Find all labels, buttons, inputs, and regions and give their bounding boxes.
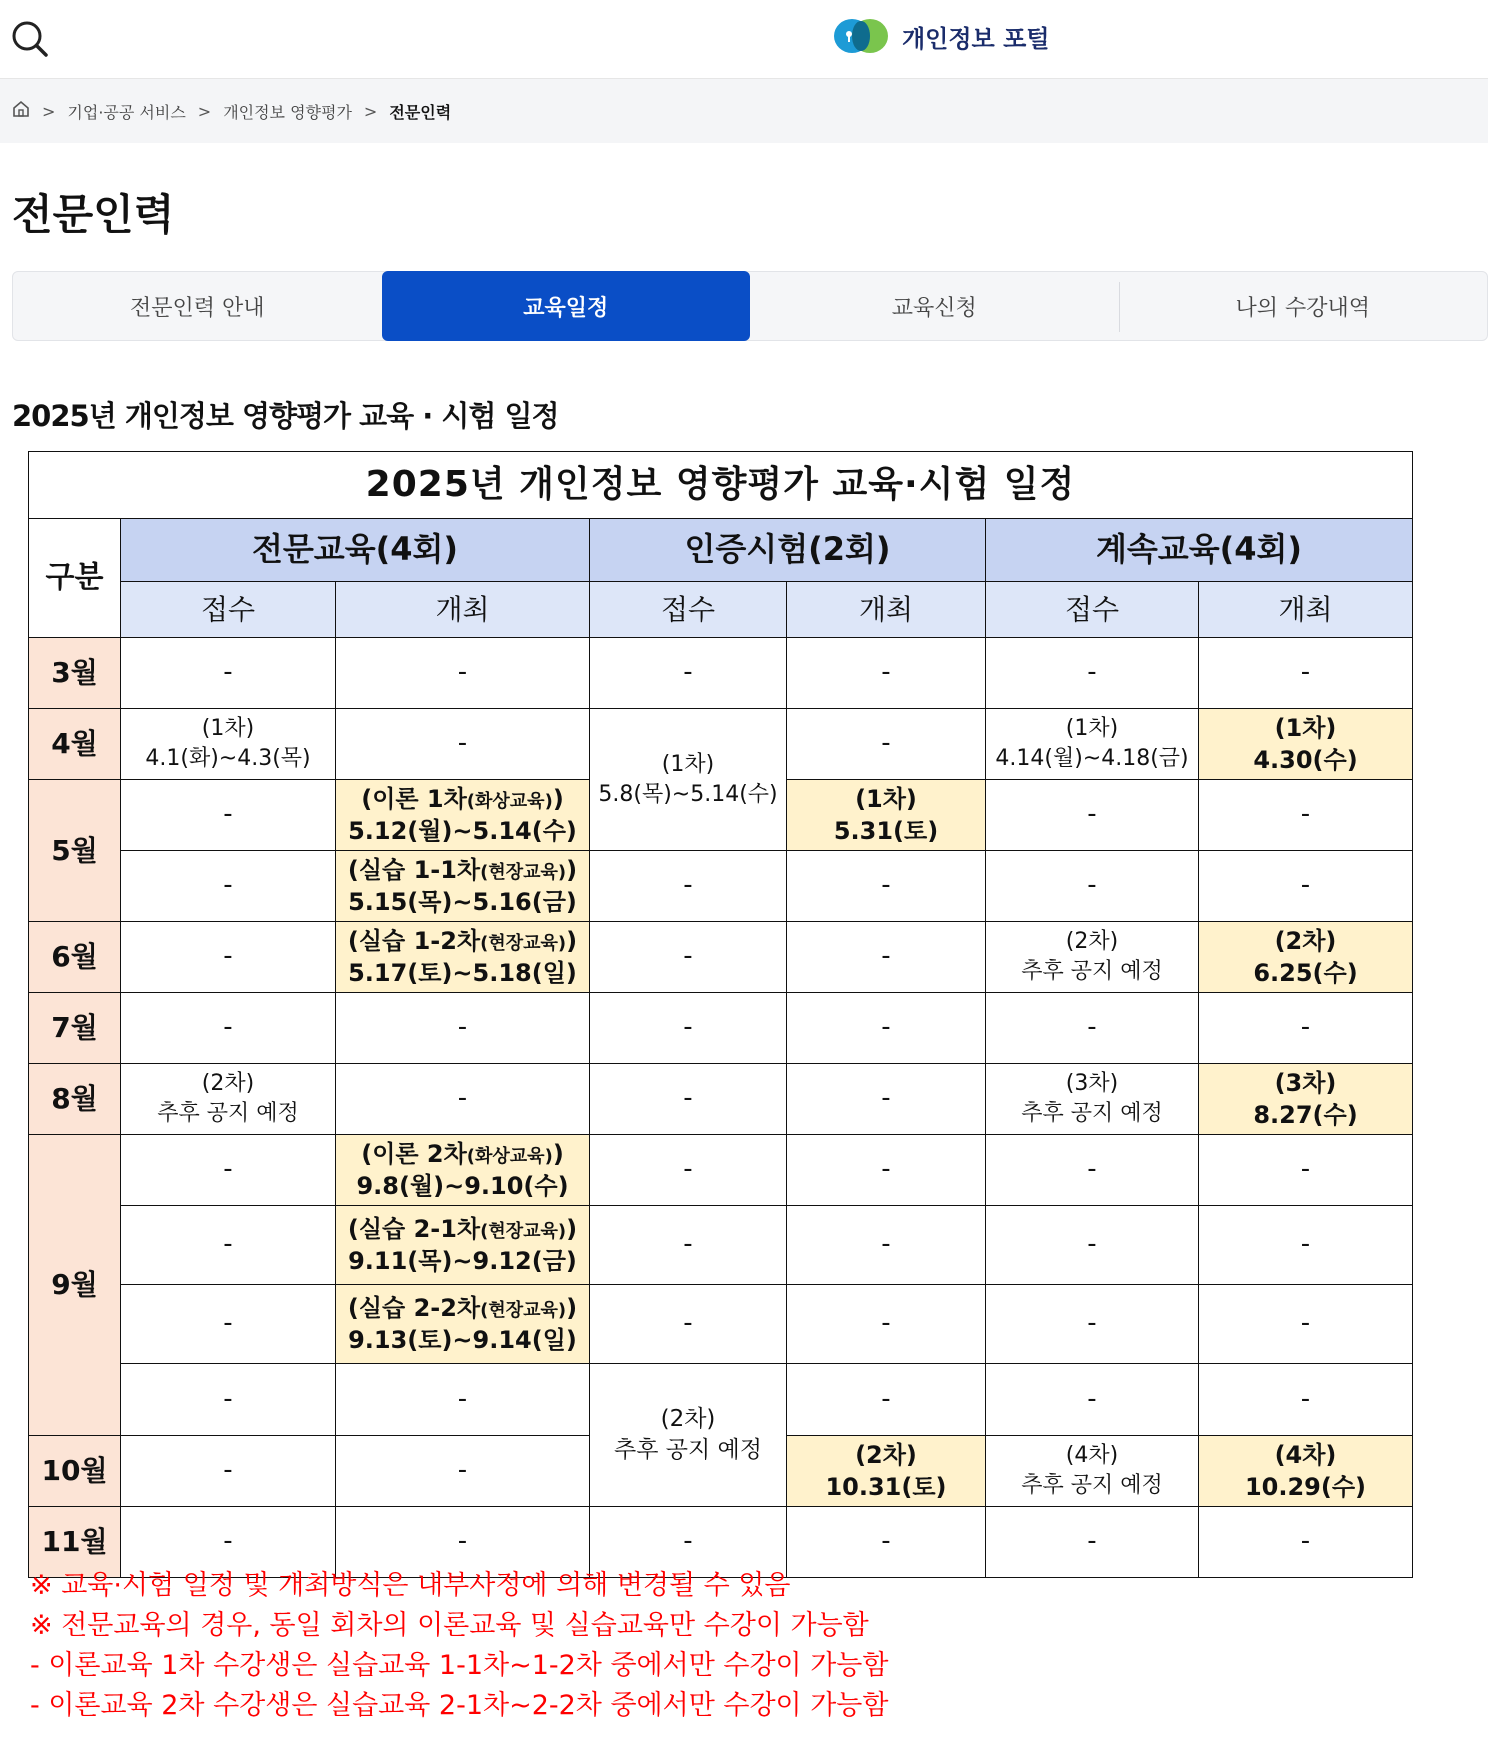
logo-text: 개인정보 포털 xyxy=(902,24,1050,53)
cell-empty: - xyxy=(121,780,336,851)
cell-empty: - xyxy=(986,1206,1199,1285)
cell-text-small: (화상교육) xyxy=(466,1145,553,1167)
cell-text-small: (현장교육) xyxy=(480,932,567,954)
cell-edu-practice-1-2 xyxy=(336,922,590,993)
table-row xyxy=(29,1364,1413,1436)
cell-cont-registration-3 xyxy=(986,1064,1199,1135)
cell-empty: - xyxy=(121,1507,336,1578)
cell-text: ) xyxy=(566,855,578,884)
cell-empty: - xyxy=(787,922,986,993)
cell-empty: - xyxy=(986,780,1199,851)
cell-text-small: (화상교육) xyxy=(466,790,553,812)
month-cell: 5월 xyxy=(29,780,121,922)
note-line: - 이론교육 2차 수강생은 실습교육 2-1차~2-2차 중에서만 수강이 가능함 xyxy=(30,1690,889,1721)
cell-empty: - xyxy=(590,638,787,709)
table-row xyxy=(29,709,1413,780)
group-header-continuing: 계속교육(4회) xyxy=(986,519,1413,582)
cell-empty: - xyxy=(336,709,590,780)
cell-line: (1차) xyxy=(855,784,917,813)
cell-empty: - xyxy=(1199,780,1413,851)
cell-line: 5.12(월)~5.14(수) xyxy=(348,817,577,845)
cell-line: 5.31(토) xyxy=(833,817,939,845)
cell-exam-registration-2 xyxy=(590,1364,787,1507)
breadcrumb-item-current: 전문인력 xyxy=(389,102,452,122)
subheader-reg: 접수 xyxy=(986,582,1199,638)
portal-logo[interactable] xyxy=(832,16,1049,56)
cell-line: 추후 공지 예정 xyxy=(1021,959,1163,984)
cell-empty: - xyxy=(787,1135,986,1206)
subheader-held: 개최 xyxy=(336,582,590,638)
cell-line: 추후 공지 예정 xyxy=(614,1437,762,1463)
cell-line: (2차) xyxy=(201,1071,255,1097)
cell-line: 5.15(목)~5.16(금) xyxy=(348,888,577,916)
cell-empty: - xyxy=(1199,851,1413,922)
month-cell: 4월 xyxy=(29,709,121,780)
cell-empty: - xyxy=(121,1436,336,1507)
top-header xyxy=(0,0,1488,79)
cell-empty: - xyxy=(986,851,1199,922)
cell-empty: - xyxy=(787,851,986,922)
cell-line: (3차) xyxy=(1065,1071,1119,1097)
cell-text: ) xyxy=(566,1293,578,1322)
cell-text: (실습 2-2차 xyxy=(347,1293,481,1322)
cell-line xyxy=(336,1292,589,1324)
cell-empty: - xyxy=(336,1507,590,1578)
cell-edu-registration-2 xyxy=(121,1064,336,1135)
cell-line: 4.30(수) xyxy=(1253,746,1358,774)
table-row xyxy=(29,638,1413,709)
cell-line: (1차) xyxy=(1065,716,1119,742)
cell-line xyxy=(336,925,589,957)
cell-cont-held-2 xyxy=(1199,922,1413,993)
breadcrumb-item-pia[interactable]: 개인정보 영향평가 xyxy=(223,102,352,122)
table-row xyxy=(29,851,1413,922)
cell-empty: - xyxy=(590,1507,787,1578)
cell-edu-practice-2-1 xyxy=(336,1206,590,1285)
cell-line: 6.25(수) xyxy=(1253,959,1358,987)
cell-line: (1차) xyxy=(1274,713,1337,742)
cell-edu-registration-1 xyxy=(121,709,336,780)
cell-empty: - xyxy=(336,638,590,709)
cell-cont-held-4 xyxy=(1199,1436,1413,1507)
tab-my-courses[interactable]: 나의 수강내역 xyxy=(1119,272,1488,340)
cell-empty: - xyxy=(121,1364,336,1436)
cell-edu-theory-1 xyxy=(336,780,590,851)
table-row xyxy=(29,1135,1413,1206)
table-row xyxy=(29,1064,1413,1135)
subheader-reg: 접수 xyxy=(121,582,336,638)
tab-expert-guide[interactable]: 전문인력 안내 xyxy=(129,295,265,321)
cell-cont-registration-4 xyxy=(986,1436,1199,1507)
month-cell: 8월 xyxy=(29,1064,121,1135)
cell-empty: - xyxy=(121,993,336,1064)
cell-line: 10.29(수) xyxy=(1244,1473,1367,1501)
cell-empty: - xyxy=(1199,1285,1413,1364)
cell-line: 추후 공지 예정 xyxy=(157,1101,299,1126)
note-line: ※ 전문교육의 경우, 동일 회차의 이론교육 및 실습교육만 수강이 가능함 xyxy=(30,1610,869,1641)
month-cell: 10월 xyxy=(29,1436,121,1507)
table-title: 2025년 개인정보 영향평가 교육·시험 일정 xyxy=(29,452,1413,519)
cell-text: ) xyxy=(566,1214,578,1243)
cell-empty: - xyxy=(787,1364,986,1436)
schedule-table xyxy=(28,451,1413,1578)
table-row xyxy=(29,993,1413,1064)
page-title: 전문인력 xyxy=(12,190,175,239)
cell-empty: - xyxy=(986,1285,1199,1364)
cell-line: 9.11(목)~9.12(금) xyxy=(348,1247,577,1275)
cell-empty: - xyxy=(121,1135,336,1206)
tab-bar xyxy=(12,271,1488,341)
cell-text: ) xyxy=(552,1139,564,1168)
cell-empty: - xyxy=(590,1135,787,1206)
table-row xyxy=(29,1285,1413,1364)
cell-line: 추후 공지 예정 xyxy=(1021,1473,1163,1498)
cell-line: (2차) xyxy=(660,1405,716,1432)
cell-line: (2차) xyxy=(1274,926,1337,955)
cell-empty: - xyxy=(590,851,787,922)
cell-empty: - xyxy=(590,1285,787,1364)
group-header-expert: 전문교육(4회) xyxy=(121,519,590,582)
cell-empty: - xyxy=(121,1285,336,1364)
cell-exam-held-1 xyxy=(787,780,986,851)
subheader-held: 개최 xyxy=(1199,582,1413,638)
month-cell: 6월 xyxy=(29,922,121,993)
portal-logo-icon xyxy=(832,16,890,56)
cell-text: ) xyxy=(566,926,578,955)
cell-cont-registration-2 xyxy=(986,922,1199,993)
cell-empty: - xyxy=(121,1206,336,1285)
chevron-right-icon: > xyxy=(42,101,56,121)
breadcrumb xyxy=(0,79,1488,143)
cell-empty: - xyxy=(787,709,986,780)
cell-line: (3차) xyxy=(1274,1068,1337,1097)
cell-empty: - xyxy=(787,993,986,1064)
cell-line: 9.8(월)~9.10(수) xyxy=(356,1172,569,1200)
home-icon xyxy=(12,100,30,118)
cell-empty: - xyxy=(986,1507,1199,1578)
table-row xyxy=(29,922,1413,993)
month-cell: 3월 xyxy=(29,638,121,709)
chevron-right-icon: > xyxy=(197,101,212,121)
subheader-reg: 접수 xyxy=(590,582,787,638)
cell-empty: - xyxy=(787,1507,986,1578)
cell-empty: - xyxy=(336,993,590,1064)
month-cell: 7월 xyxy=(29,993,121,1064)
cell-line: (4차) xyxy=(1065,1443,1119,1469)
schedule-notes xyxy=(30,1566,888,1726)
cell-empty: - xyxy=(590,1064,787,1135)
tab-education-schedule[interactable]: 교육일정 xyxy=(382,271,751,341)
cell-empty: - xyxy=(121,922,336,993)
cell-text-small: (현장교육) xyxy=(480,1220,567,1242)
cell-exam-held-2 xyxy=(787,1436,986,1507)
cell-edu-theory-2 xyxy=(336,1135,590,1206)
group-header-exam: 인증시험(2회) xyxy=(590,519,986,582)
note-line: - 이론교육 1차 수강생은 실습교육 1-1차~1-2차 중에서만 수강이 가능함 xyxy=(30,1650,889,1681)
cell-text-small: (현장교육) xyxy=(480,1299,567,1321)
note-line: ※ 교육·시험 일정 및 개최방식은 내부사정에 의해 변경될 수 있음 xyxy=(30,1570,791,1601)
cell-cont-held-3 xyxy=(1199,1064,1413,1135)
cell-empty: - xyxy=(1199,1135,1413,1206)
cell-empty: - xyxy=(336,1364,590,1436)
tab-education-apply[interactable]: 교육신청 xyxy=(891,295,977,321)
cell-line: (2차) xyxy=(855,1440,917,1469)
cell-empty: - xyxy=(986,1135,1199,1206)
cell-empty: - xyxy=(590,993,787,1064)
cell-cont-held-1 xyxy=(1199,709,1413,780)
cell-empty: - xyxy=(1199,1364,1413,1436)
cell-text: (실습 1-1차 xyxy=(347,855,481,884)
month-cell: 11월 xyxy=(29,1507,121,1578)
cell-line: (1차) xyxy=(201,716,255,742)
cell-empty: - xyxy=(336,1436,590,1507)
cell-text-small: (현장교육) xyxy=(480,861,567,883)
cell-empty: - xyxy=(590,922,787,993)
breadcrumb-home[interactable] xyxy=(12,100,30,122)
cell-text: (실습 1-2차 xyxy=(347,926,481,955)
cell-empty: - xyxy=(121,638,336,709)
cell-empty: - xyxy=(590,1206,787,1285)
table-row xyxy=(29,1206,1413,1285)
cell-line: 4.14(월)~4.18(금) xyxy=(995,746,1189,771)
cell-empty: - xyxy=(1199,993,1413,1064)
cell-empty: - xyxy=(1199,1507,1413,1578)
cell-text: ) xyxy=(552,784,564,813)
cell-text: (이론 1차 xyxy=(361,784,467,813)
cell-empty: - xyxy=(986,638,1199,709)
cell-line: 9.13(토)~9.14(일) xyxy=(348,1326,577,1354)
cell-line: 5.17(토)~5.18(일) xyxy=(348,959,577,987)
cell-empty: - xyxy=(121,851,336,922)
cell-text: (실습 2-1차 xyxy=(347,1214,481,1243)
cell-text: (이론 2차 xyxy=(361,1139,467,1168)
cell-exam-registration-1 xyxy=(590,709,787,851)
subheader-held: 개최 xyxy=(787,582,986,638)
cell-edu-practice-1-1 xyxy=(336,851,590,922)
cell-line xyxy=(336,854,589,886)
month-cell: 9월 xyxy=(29,1135,121,1436)
cell-cont-registration-1 xyxy=(986,709,1199,780)
cell-empty: - xyxy=(986,1364,1199,1436)
cell-line xyxy=(336,783,589,815)
cell-empty: - xyxy=(1199,1206,1413,1285)
cell-line xyxy=(336,1138,589,1170)
cell-empty: - xyxy=(787,638,986,709)
cell-line xyxy=(336,1213,589,1245)
search-button[interactable] xyxy=(8,17,52,61)
cell-empty: - xyxy=(986,993,1199,1064)
cell-edu-practice-2-2 xyxy=(336,1285,590,1364)
cell-empty: - xyxy=(1199,638,1413,709)
chevron-right-icon: > xyxy=(363,101,378,121)
cell-line: 8.27(수) xyxy=(1253,1101,1358,1129)
breadcrumb-item-business[interactable]: 기업·공공 서비스 xyxy=(67,102,186,122)
cell-empty: - xyxy=(787,1064,986,1135)
cell-empty: - xyxy=(336,1064,590,1135)
cell-line: (1차) xyxy=(661,751,715,777)
gubun-header: 구분 xyxy=(29,519,121,638)
section-title: 2025년 개인정보 영향평가 교육 · 시험 일정 xyxy=(12,399,559,433)
cell-line: 추후 공지 예정 xyxy=(1021,1101,1163,1126)
cell-line: 10.31(토) xyxy=(825,1473,947,1501)
cell-line: (4차) xyxy=(1274,1440,1337,1469)
cell-empty: - xyxy=(787,1206,986,1285)
cell-line: (2차) xyxy=(1065,929,1119,955)
cell-line: 4.1(화)~4.3(목) xyxy=(145,746,311,771)
search-icon xyxy=(8,17,52,61)
cell-empty: - xyxy=(787,1285,986,1364)
cell-line: 5.8(목)~5.14(수) xyxy=(598,781,778,807)
